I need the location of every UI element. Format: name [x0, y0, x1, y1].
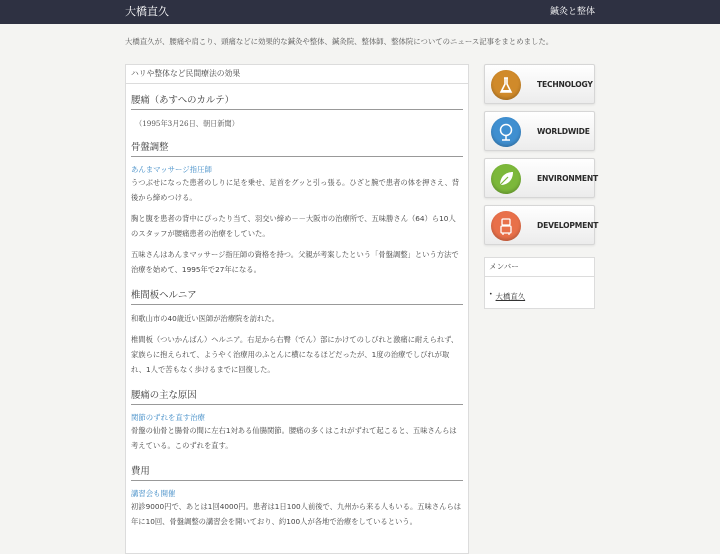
section-title: 椎間板ヘルニア — [131, 290, 463, 305]
nav-link-tagline[interactable]: 鍼灸と整体 — [549, 7, 595, 17]
flask-icon — [491, 70, 521, 100]
article-date: （1995年3月26日、朝日新聞） — [135, 119, 239, 128]
member-link[interactable]: 大橋直久 — [495, 292, 526, 301]
article-heading: ハリや整体など民間療法の効果 — [126, 65, 468, 84]
paragraph: うつぶせになった患者のしりに足を乗せ、足首をグッと引っ張る。ひざと腕で患者の体を押さえ、背後から締めつける。 — [131, 178, 460, 202]
section-title: 費用 — [131, 466, 463, 481]
sidebar — [484, 64, 599, 252]
leaf-icon — [491, 164, 521, 194]
section-subheading: 講習会も開催 — [131, 489, 176, 498]
section-subheading: あんまマッサージ指圧師 — [131, 165, 212, 174]
article-content — [126, 95, 468, 529]
category-label: WORLDWIDE — [537, 127, 590, 136]
paragraph: 五味さんはあんまマッサージ指圧師の資格を持つ。父親が考案したという「骨盤調整」という方法で治療を始めて、1995年で27年になる。 — [131, 250, 459, 274]
members-heading: メンバー — [485, 258, 594, 277]
category-technology-button[interactable] — [484, 64, 595, 104]
globe-icon — [491, 117, 521, 147]
section-subheading: 関節のずれを直す治療 — [131, 413, 205, 422]
bullet-icon: • — [489, 291, 493, 298]
paragraph: 骨盤の仙骨と腸骨の間に左右1対ある仙腸関節。腰痛の多くはこれがずれて起こると、五味さんらは考えている。このずれを直す。 — [131, 426, 457, 450]
member-list-item — [489, 291, 525, 302]
category-label: ENVIRONMENT — [537, 174, 598, 183]
site-title-link[interactable]: 大橋直久 — [125, 5, 169, 18]
category-label: TECHNOLOGY — [537, 80, 593, 89]
category-label: DEVELOPMENT — [537, 221, 599, 230]
paragraph: 椎間板（ついかんばん）ヘルニア。右足から右臀（でん）部にかけてのしびれと激痛に耐えられず、家族らに抱えられて、ようやく治療用のふとんに横になるほどだったが、1度の治療でしびれが取れ、1人で苦もなく歩けるまでに回復した。 — [131, 335, 459, 374]
category-development-button[interactable] — [484, 205, 599, 245]
paragraph: 初診9000円で、あとは1回4000円。患者は1日100人前後で、九州から来る人もいる。五味さんらは年に10回、骨盤調整の講習会を開いており、約100人が各地で治療をしているという。 — [131, 502, 462, 526]
robot-icon — [491, 211, 521, 241]
section-title: 骨盤調整 — [131, 142, 463, 157]
category-worldwide-button[interactable] — [484, 111, 595, 151]
section-title: 腰痛（あすへのカルテ） — [131, 95, 463, 110]
paragraph: 和歌山市の40歳近い医師が治療院を訪れた。 — [131, 314, 279, 323]
paragraph: 胸と腹を患者の背中にぴったり当て、羽交い締め－－大阪市の治療所で、五味勝さん（64）ら10人のスタッフが腰痛患者の治療をしていた。 — [131, 214, 456, 238]
article-panel — [125, 64, 469, 554]
category-environment-button[interactable] — [484, 158, 598, 198]
members-widget — [484, 257, 595, 309]
top-navbar — [0, 0, 720, 24]
section-title: 腰痛の主な原因 — [131, 390, 463, 405]
site-description: 大橋直久が、腰痛や肩こり、頭痛などに効果的な鍼灸や整体、鍼灸院、整体師、整体院についてのニュース記事をまとめました。 — [125, 37, 554, 46]
